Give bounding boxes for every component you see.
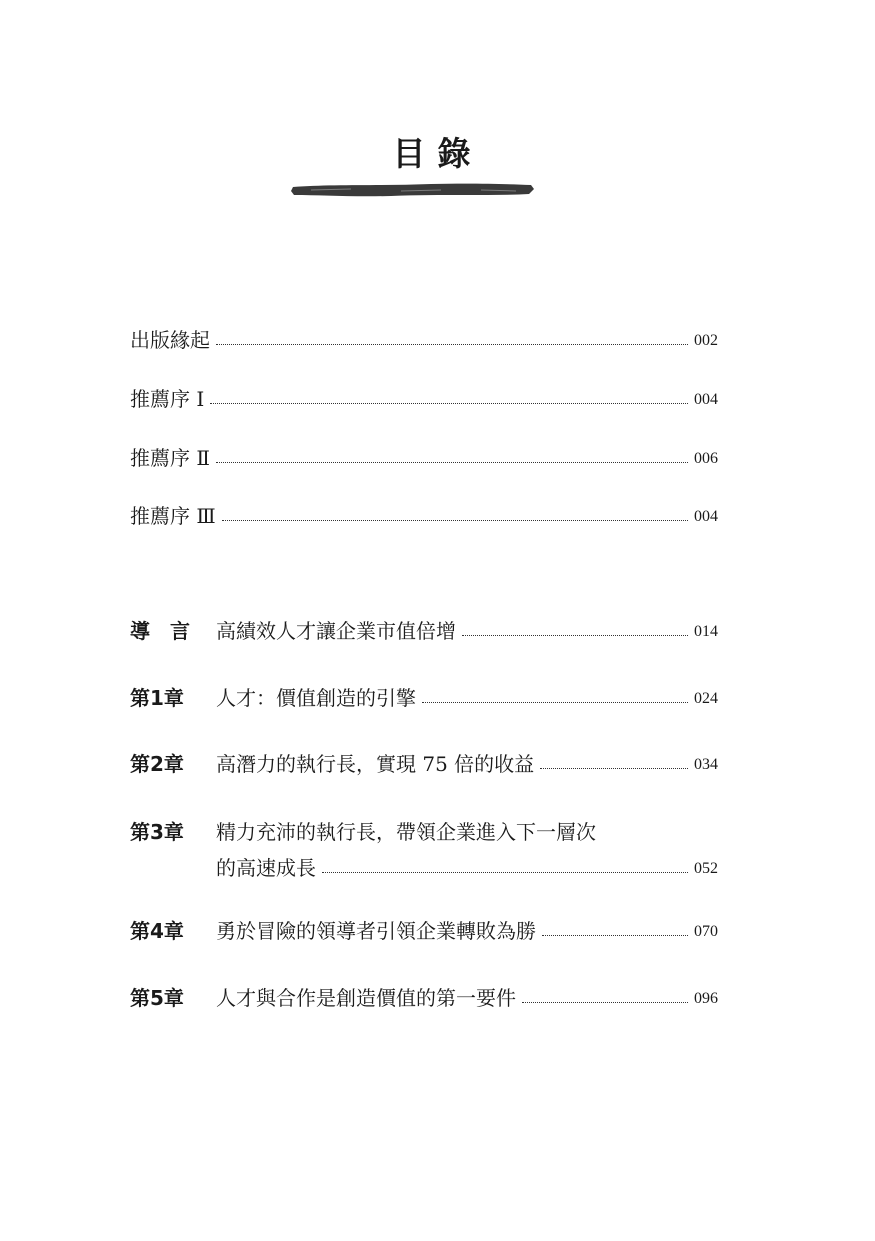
toc-entry-front-1[interactable] <box>130 322 718 352</box>
chapter-number: 第2章 <box>130 752 184 776</box>
dot-leader <box>542 934 688 936</box>
toc-entry-label: 推薦序 Ⅰ <box>130 387 205 411</box>
toc-entry-label: 推薦序 Ⅲ <box>130 504 216 528</box>
toc-entry-chapter-3-line2[interactable] <box>216 850 718 880</box>
toc-entry-introduction[interactable] <box>130 613 718 643</box>
toc-entry-front-4[interactable] <box>130 498 718 528</box>
dot-leader <box>210 402 688 404</box>
dot-leader <box>540 767 688 769</box>
toc-entry-chapter-2[interactable] <box>130 746 718 776</box>
dot-leader <box>216 461 688 463</box>
chapter-number: 第4章 <box>130 919 184 943</box>
toc-page-number: 070 <box>694 923 718 940</box>
toc-entry-chapter-1[interactable] <box>130 680 718 710</box>
chapter-title: 高績效人才讓企業市值倍增 <box>216 619 456 643</box>
dot-leader <box>522 1001 688 1003</box>
toc-entry-label: 出版緣起 <box>130 328 210 352</box>
dot-leader <box>322 871 688 873</box>
chapter-title: 人才：價值創造的引擎 <box>216 686 416 710</box>
chapter-title: 精力充沛的執行長，帶領企業進入下一層次 <box>216 820 596 844</box>
brush-stroke-divider <box>291 182 535 198</box>
toc-page-number: 024 <box>694 690 718 707</box>
toc-entry-chapter-5[interactable] <box>130 980 718 1010</box>
toc-page-number: 004 <box>694 508 718 525</box>
chapter-number: 第1章 <box>130 686 184 710</box>
toc-entry-label: 推薦序 Ⅱ <box>130 446 210 470</box>
toc-page-number: 002 <box>694 332 718 349</box>
toc-page-number: 034 <box>694 756 718 773</box>
chapter-title: 勇於冒險的領導者引領企業轉敗為勝 <box>216 919 536 943</box>
toc-entry-front-3[interactable] <box>130 440 718 470</box>
chapter-number: 第5章 <box>130 986 184 1010</box>
dot-leader <box>422 701 688 703</box>
toc-page-number: 006 <box>694 450 718 467</box>
toc-entry-chapter-4[interactable] <box>130 913 718 943</box>
dot-leader <box>222 519 688 521</box>
chapter-title-continued: 的高速成長 <box>216 856 316 880</box>
chapter-title: 高潛力的執行長，實現 75 倍的收益 <box>216 752 535 776</box>
toc-entry-front-2[interactable] <box>130 381 718 411</box>
dot-leader <box>462 634 688 636</box>
toc-page-number: 096 <box>694 990 718 1007</box>
chapter-number: 第3章 <box>130 820 184 844</box>
chapter-number: 導 言 <box>130 619 190 643</box>
toc-entry-chapter-3[interactable] <box>130 814 718 844</box>
dot-leader <box>216 343 688 345</box>
toc-page-number: 004 <box>694 391 718 408</box>
toc-page-number: 052 <box>694 860 718 877</box>
page-title: 目錄 <box>392 134 483 173</box>
chapter-title: 人才與合作是創造價值的第一要件 <box>216 986 516 1010</box>
toc-page-number: 014 <box>694 623 718 640</box>
